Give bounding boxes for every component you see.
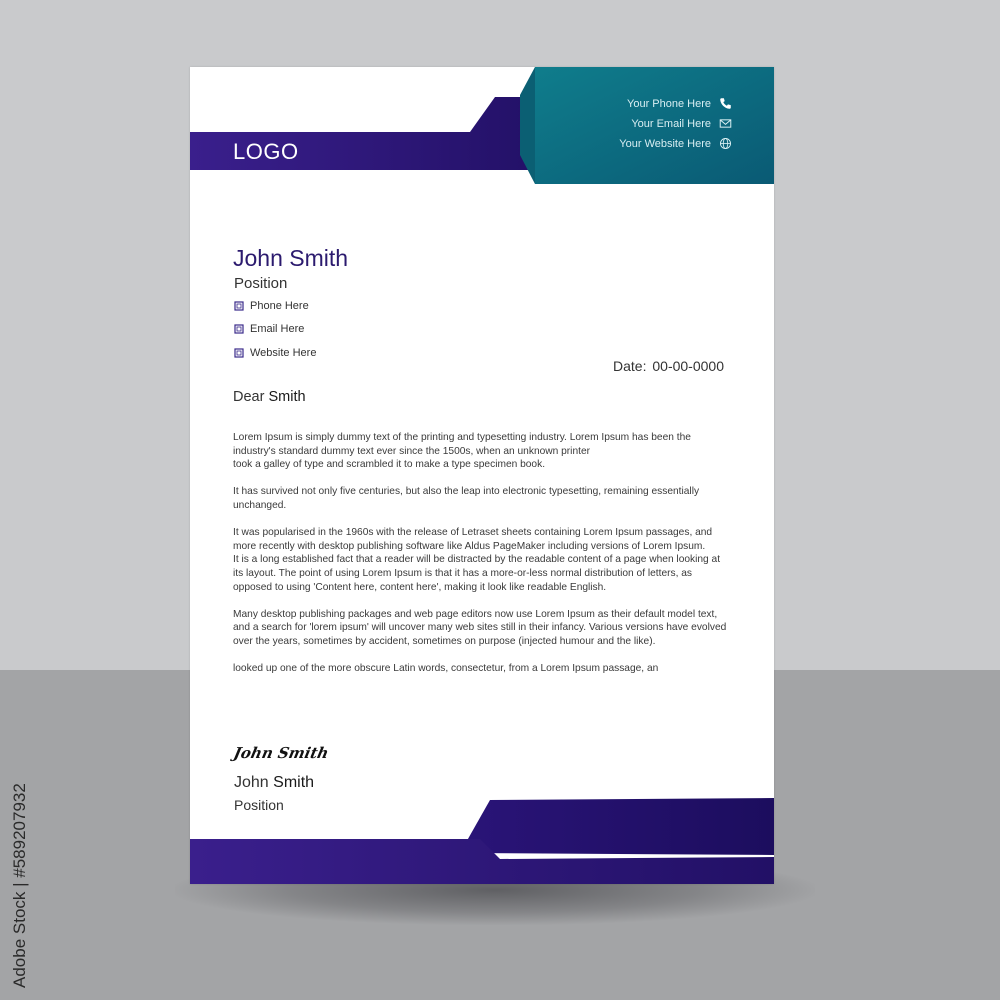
date-label: Date: (613, 358, 647, 374)
body-paragraph: It has survived not only five centuries, but also the leap into electronic typesetting, remaining essentially unchanged. (233, 486, 700, 511)
signature: John Smith (232, 744, 331, 762)
greeting (233, 389, 306, 405)
sender-email-label: Email Here (250, 323, 305, 335)
logo: LOGO (233, 139, 299, 164)
header-contact-email (631, 117, 732, 130)
sender-phone-label: Phone Here (250, 300, 309, 312)
phone-icon (719, 97, 732, 110)
footer-top-band (460, 798, 774, 855)
body-paragraph: It was popularised in the 1960s with the release of Letraset sheets containing Lorem Ipsum passages, and more recently with desktop publishing software like Aldus PageMaker including versions of Lorem Ipsum. (233, 527, 713, 552)
closing-last-name: Smith (273, 774, 315, 791)
closing-first-name: John (234, 774, 269, 791)
greeting-salutation: Dear (233, 389, 265, 405)
date-line (611, 358, 724, 374)
sender-website (234, 347, 316, 359)
header-contact-label: Your Phone Here (627, 97, 711, 110)
sender-website-label: Website Here (250, 347, 317, 359)
square-bullet-icon (234, 348, 244, 358)
envelope-icon (719, 117, 732, 130)
body-paragraph: looked up one of the more obscure Latin words, consectetur, from a Lorem Ipsum passage, an (233, 663, 659, 675)
globe-icon (719, 137, 732, 150)
square-bullet-icon (234, 324, 244, 334)
header-contact-phone (627, 97, 732, 110)
sender-name: John Smith (233, 245, 349, 271)
letter-body (233, 431, 733, 689)
body-paragraph: It is a long established fact that a reader will be distracted by the readable content of a page when looking at its layout. The point of using Lorem Ipsum is that it has a more-or-less normal distribution of letters, as opposed to using 'Content here, content here', making it look like readable English. (233, 554, 721, 593)
header-contact-label: Your Email Here (631, 117, 711, 130)
date-value: 00-00-0000 (652, 358, 724, 374)
square-bullet-icon (234, 301, 244, 311)
sender-email (234, 323, 304, 335)
letterhead-page (190, 67, 774, 884)
greeting-name: Smith (268, 389, 306, 405)
sender-phone (234, 300, 309, 312)
sender-position: Position (234, 275, 288, 292)
header-contact-label: Your Website Here (619, 137, 711, 150)
closing-position: Position (234, 797, 284, 813)
closing-name (234, 774, 314, 792)
body-paragraph: Lorem Ipsum is simply dummy text of the printing and typesetting industry. Lorem Ipsum has been the industry's standard dummy text ever since the 1500s, when an unknown printer took a galley of type and scrambled it to make a type specimen book. (233, 432, 691, 471)
stock-id: Adobe Stock | #589207932 (10, 783, 29, 988)
header-contact-website (619, 137, 732, 150)
body-paragraph: Many desktop publishing packages and web page editors now use Lorem Ipsum as their default model text, and a search for 'lorem ipsum' will uncover many web sites still in their infancy. Various versions have evolved over the years, sometimes by accident, sometimes on purpose (injected humour and the like). (233, 608, 727, 647)
